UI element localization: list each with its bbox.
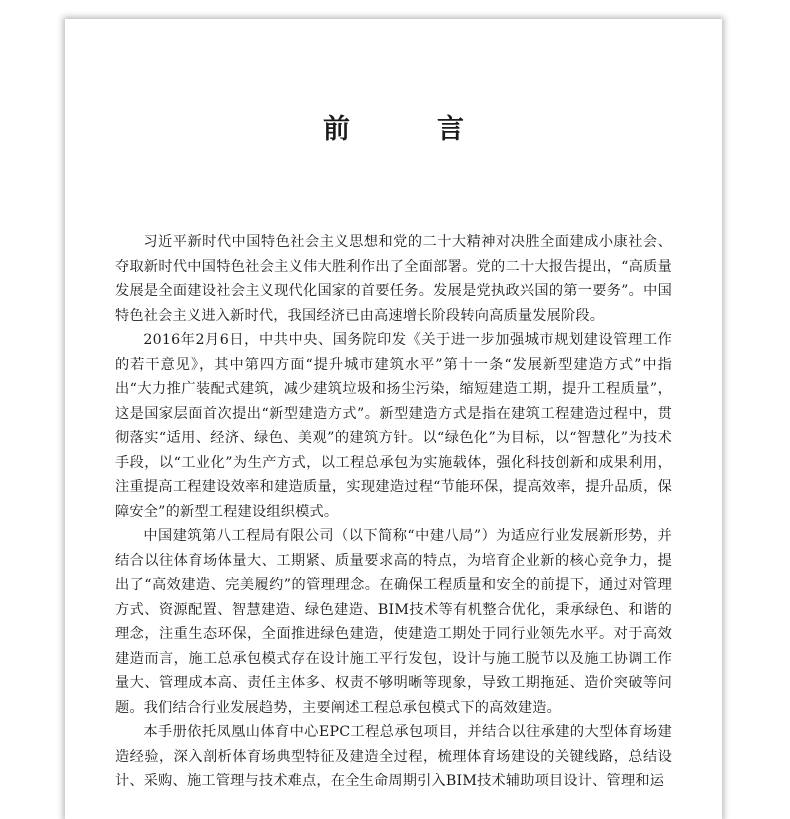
paragraph-3: 中国建筑第八工程局有限公司（以下简称“中建八局”）为适应行业发展新形势，并结合以往体育场体量大、工期紧、质量要求高的特点，为培育企业新的核心竞争力，提出了“高效建造、完美履约”的管理理念。在确保工程质量和安全的前提下，通过对管理方式、资源配置、智慧建造、绿色建造、BIM技术等有机整合优化，秉承绿色、和谐的理念，注重生态环保，全面推进绿色建造，使建造工期处于同行业领先水平。对于高效建造而言，施工总承包模式存在设计施工平行发包，设计与施工脱节以及施工协调工作量大、管理成本高、责任主体多、权责不够明晰等现象，导致工期拖延、造价突破等问题。我们结合行业发展趋势，主要阐述工程总承包模式下的高效建造。 xyxy=(115,528,672,716)
page-title: 前 言 xyxy=(323,114,494,145)
paragraph-1: 习近平新时代中国特色社会主义思想和党的二十大精神对决胜全面建成小康社会、夺取新时代中国特色社会主义伟大胜利作出了全面部署。党的二十大报告提出，“高质量发展是全面建设社会主义现代化国家的首要任务。发展是党执政兴国的第一要务”。中国特色社会主义进入新时代，我国经济已由高速增长阶段转向高质量发展阶段。 xyxy=(115,234,672,324)
body-text xyxy=(115,230,672,794)
paragraph-2: 2016年2月6日，中共中央、国务院印发《关于进一步加强城市规划建设管理工作的若干意见》，其中第四方面“提升城市建筑水平”第十一条“发展新型建造方式”中指出“大力推广装配式建筑，减少建筑垃圾和扬尘污染，缩短建造工期，提升工程质量”，这是国家层面首次提出“新型建造方式”。新型建造方式是指在建筑工程建造过程中，贯彻落实“适用、经济、绿色、美观”的建筑方针。以“绿色化”为目标，以“智慧化”为技术手段，以“工业化”为生产方式，以工程总承包为实施载体，强化科技创新和成果利用，注重提高工程建设效率和建造质量，实现建造过程“节能环保，提高效率，提升品质，保障安全”的新型工程建设组织模式。 xyxy=(115,332,672,520)
paragraph-4: 本手册依托凤凰山体育中心EPC工程总承包项目，并结合以往承建的大型体育场建造经验，深入剖析体育场典型特征及建造全过程，梳理体育场建设的关键线路，总结设计、采购、施工管理与技术难点，在全生命周期引入BIM技术辅助项目设计、管理和运 xyxy=(115,724,672,789)
document-page xyxy=(65,19,722,819)
